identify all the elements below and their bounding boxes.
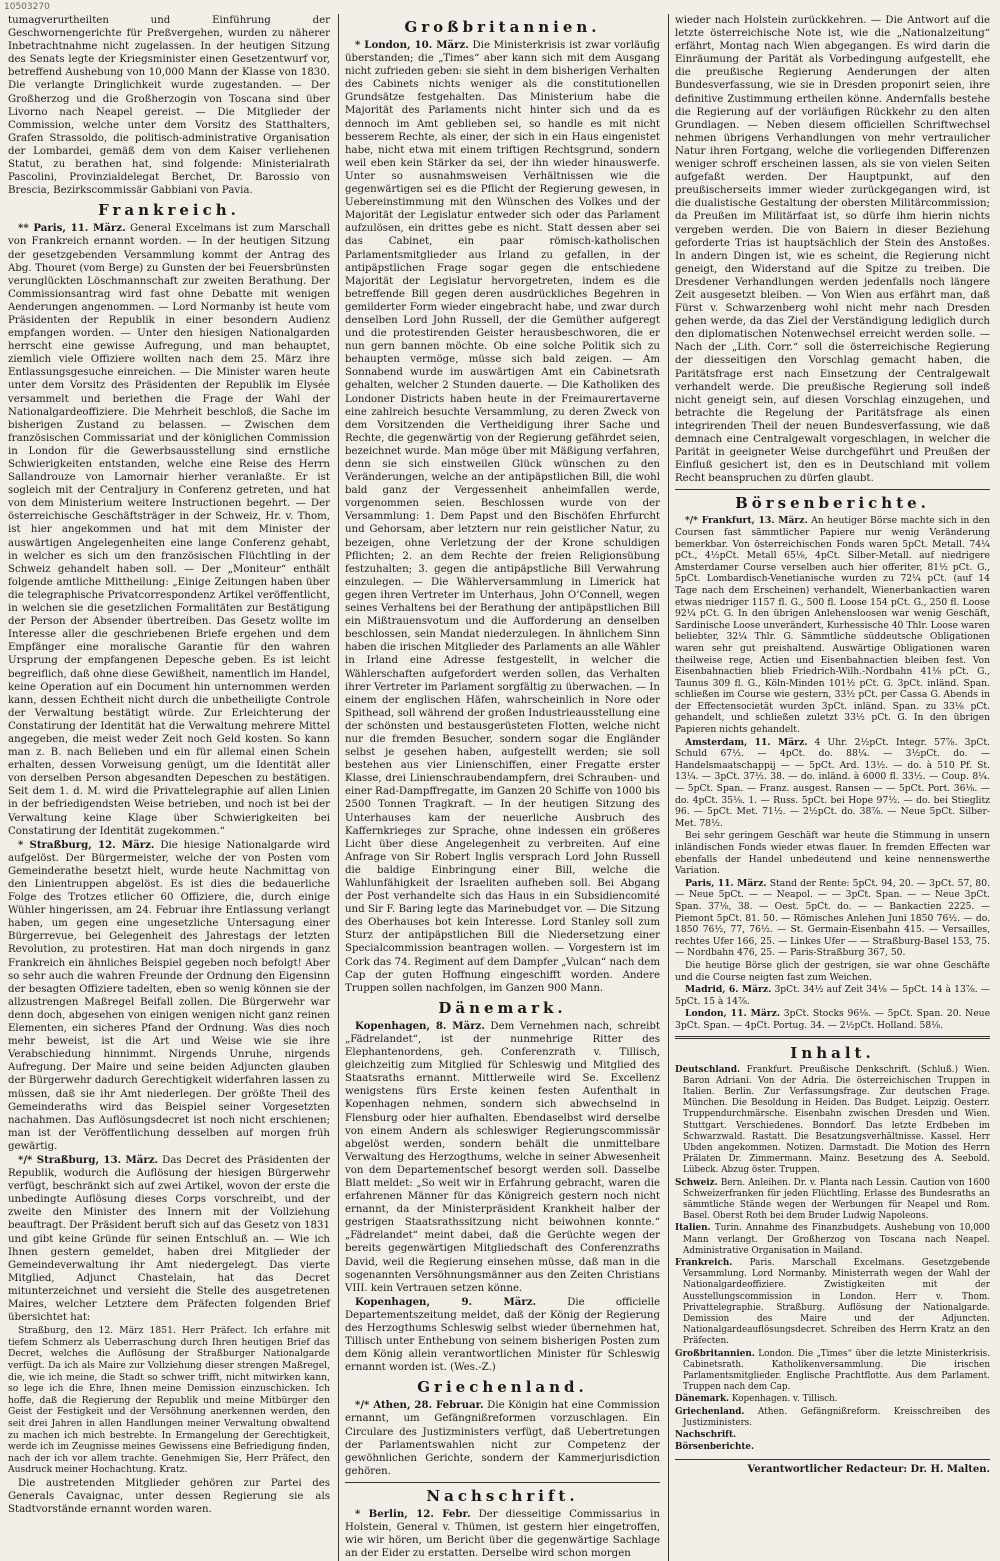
article-text: tumagverurtheilten und Einführung der Geschwornengerichte für Preßvergehen, wurden zu näherer Inbetrachtnahme nicht zugelassen. In der heutigen Sitzung des Senats legte der Kriegsminister einen Gesetzentwurf vor, betreffend Aushebung von 10,000 Mann der Klasse von 1830. Die verlangte Dringlichkeit wurde zugestanden. — Der Großherzog und die Großherzogin von Toscana sind über Livorno nach Neapel gereist. — Die Mitglieder der Commission, welche unter dem Vorsitz des Statthalters, Grafen Strassoldo, die politisch-administrative Organisation der Lombardei, gemäß dem von dem Kaiser verliehenen Statut, zu berathen hat, sind folgende: Ministerialrath Pascolini, Provinzialdelegat Berchet, Dr. Barossio von Brescia, Bezirkscommissär Gabbiani von Pavia. <box>8 15 330 197</box>
dateline: Kopenhagen, 9. März. <box>355 1295 537 1308</box>
editor-signature: Verantwortlicher Redacteur: Dr. H. Malten. <box>675 1459 990 1476</box>
article-paragraph <box>8 1154 330 1324</box>
toc-entry <box>675 1258 990 1348</box>
toc-text: Bern. Anleihen. Dr. v. Planta nach Lessin. Caution von 1600 Schweizerfranken für jeden Flüchtling. Erlasse des Bundesraths an sämmtliche Stände wegen der Werbungen für Neapel und Rom. Basel. Oberst Roth bei dem Bruder Ludwig Napoleons. <box>683 1177 991 1222</box>
market-report <box>675 984 990 1007</box>
market-report: Bei sehr geringem Geschäft war heute die Stimmung in unsern inländischen Fonds wieder etwas flauer. In fremden Effecten war ebenfalls der Handel unbedeutend und keine nennenswerthe Variation. <box>675 830 990 877</box>
article-text: Die hiesige Nationalgarde wird aufgelöst. Der Bürgermeister, welche der von Posten vom Gemeinderathe besetzt hielt, wurde heute Nachmittag von den Linientruppen abgelöst. Es ist dies die bedauerliche Folge des Trotzes etlicher 60 Offiziere, die, durch einige Wühler hingerissen, am 24. Februar ihre Entlassung verlangt haben, um gegen eine ungesetzliche Untersagung einer Bürgerrevue, bei Gelegenheit des Jahrestags der letzten Revolution, zu protestiren. Hat man doch nirgends in ganz Frankreich ein ähnliches Beispiel gegeben noch befolgt! Aber so sehr auch die wahren Freunde der Ordnung den Eigensinn der besagten Offiziere tadelten, eben so wenig können sie der allzustrengen Maßregel Beifall zollen. Die Bürgerwehr war denn doch, abgesehen von einigen wenigen nicht ganz reinen Elementen, ein sicheres Pfand der Ordnung. Was dies noch mehr beweist, ist die Art und Weise wie sie ihre Verabschiedung hinnimmt. Nirgends Unruhe, nirgends Aufregung. Der Maire und seine beiden Adjuncten glauben der Bürgerwehr dadurch Gerechtigkeit widerfahren lassen zu müssen, daß sie ihr Amt niederlegen. Der größte Theil des Gemeinderaths wird das Beispiel seiner Vorgesetzten nachahmen. Das Auflösungsdecret ist noch nicht erschienen; man ist der Veröffentlichung desselben auf morgen früh gewärtig. <box>8 839 330 1152</box>
toc-entry <box>675 1065 990 1177</box>
toc-entry <box>675 1349 990 1394</box>
toc-entry <box>675 1394 990 1405</box>
toc-text: Paris. Marschall Excelmans. Gesetzgebende Versammlung. Lord Normanby. Ministerrath wegen der Wahl der Nationalgardeoffiziere. Zwistigkeiten mit der Ausstellungscommission in London. Herr v. Thom. Privattelegraphie. Straßburg. Auflösung der Nationalgarde. Demission des Maire und der Adjuncten. Nationalgardeauflösungsdecret. Schreiben des Herrn Kratz an den Präfecten. <box>683 1257 991 1347</box>
toc-key: Italien. <box>675 1223 711 1234</box>
toc-text: London. Die „Times“ über die letzte Ministerkrisis. Cabinetsrath. Katholikenversammlung. Die irischen Parlamentsmitglieder. Englische Prachtflotte. Aus dem Parlament. Truppen nach dem Cap. <box>683 1348 990 1393</box>
article-text: Die Königin hat eine Commission ernannt, um Gefängnißreformen vorzuschlagen. Ein Circulare des Justizministers verfügt, daß Uebertretungen der Parlamentswahlen nicht zur Competenz der gewöhnlichen Gerichte, sondern der Kammerjurisdiction gehören. <box>345 1400 660 1477</box>
article-text: wieder nach Holstein zurückkehren. — Die Antwort auf die letzte österreichische Note ist, wie die „Nationalzeitung“ erfährt, Montag nach Wien abgegangen. Es wird darin die Einräumung der Parität als Vorbedingung aufgestellt, ehe die preußische Regierung Aenderungen der alten Bundesverfassung, wie sie in Dresden proponirt seien, ihre definitive Zustimmung ertheilen könne. Andernfalls bestehe die Regierung auf der vorläufigen Rückkehr zu den alten Grundlagen. — Neben diesem officiellen Schriftwechsel nehmen übrigens Verhandlungen von mehr vertraulicher Natur ihren Fortgang, welche die vorliegenden Differenzen weniger schroff erscheinen lassen, als sie von vielen Seiten aufgefaßt werden. Der Hauptpunkt, auf den preußischerseits immer wieder zurückgegangen wird, ist die dualistische Gestaltung der obersten Militärcommission; da Preußen im Militärfaat ist, so dürfe ihm hierin nichts vergeben werden. Die von Baiern in dieser Beziehung geforderte Trias ist hauptsächlich der Stein des Anstoßes. In andern Dingen ist, wie es scheint, die Regierung nicht geneigt, den Widerstand auf die Spitze zu treiben. Die Dresdener Verhandlungen werden jedenfalls noch längere Zeit ausgesetzt bleiben. — Von Wien aus erfährt man, daß Fürst v. Schwarzenberg wohl nicht mehr nach Dresden gehen werde, da das Ziel der Verständigung lediglich durch den diplomatischen Notenwechsel erreicht werden solle. — Nach der „Lith. Corr.“ soll die österreichische Regierung der diesseitigen den Vorschlag gemacht haben, die Paritätsfrage erst nach Einsetzung der Centralgewalt verhandelt werde. Die preußische Regierung soll indeß nicht geneigt sein, auf diesen Vorschlag einzugehen, und betrachte die Regelung der Paritätsfrage als einen integrirenden Theil der neuen Bundesverfassung, wie daß demnach eine Centralgewalt vorgeschlagen, in welcher die Parität in geeigneter Weise durchgeführt und Preußen der Einfluß gesichert ist, den es in Deutschland mit vollem Recht beanspruchen zu dürfen glaubt. <box>675 15 990 485</box>
dateline: Madrid, 6. März. <box>685 984 772 996</box>
article-paragraph: Die austretenden Mitglieder gehören zur Partei des Generals Cavaignac, unter dessen Regierung sie als Stadtvorstände ernannt worden waren. <box>8 1477 330 1516</box>
column-middle <box>338 14 660 1561</box>
toc-text: Frankfurt. Preußische Denkschrift. (Schluß.) Wien. Baron Adriani. Von der Adria. Die österreichischen Truppen in Italien. Berlin. Zur Verfassungsfrage. Zur deutschen Frage. München. Die Besoldung in Heiden. Das Budget. Leipzig. Oesterr. Truppendurchmärsche. Eisenbahn zwischen Dresden und Wien. Stuttgart. Verschiedenes. Bonndorf. Das letzte Erdbeben im Schwarzwald. Rastatt. Die Besatzungsverhältnisse. Kassel. Herr Ubden angekommen. Notizen. Darmstadt. Die Motion des Herrn Prälaten Dr. Zimmermann. Mainz. Besetzung des A. Seebold. Lübeck. Abzug öster. Truppen. <box>683 1064 990 1176</box>
article-paragraph <box>345 1020 660 1295</box>
article-paragraph <box>8 839 330 1153</box>
toc-text: Athen. Gefängnißreform. Kreisschreiben des Justizministers. <box>683 1406 990 1428</box>
dateline: */* Straßburg, 13. März. <box>18 1153 159 1166</box>
section-heading-nachschrift: Nachschrift. <box>426 1486 579 1505</box>
toc-text: Kopenhagen. v. Tillisch. <box>731 1394 838 1405</box>
dateline: */* Athen, 28. Februar. <box>355 1399 484 1412</box>
divider <box>345 1482 660 1483</box>
toc-text: Turin. Annahme des Finanzbudgets. Aushebung von 10,000 Mann verlangt. Der Großherzog von Toscana nach Neapel. Administrative Organisation in Mailand. <box>683 1223 990 1256</box>
market-report <box>675 878 990 959</box>
article-text: 3pCt. Stocks 96⅛. — 5pCt. Span. 20. Neue 3pCt. Span. — 4pCt. Portug. 34. — 2½pCt. Holland. 58⅛. <box>675 1008 991 1031</box>
article-paragraph <box>8 222 330 837</box>
document-id: 10503270 <box>4 2 50 12</box>
article-paragraph <box>345 1296 660 1375</box>
dateline: Paris, 11. März. <box>685 877 767 889</box>
toc-key: Nachschrift. <box>675 1430 737 1440</box>
article-text: Das Decret des Präsidenten der Republik, wodurch die Auflösung der hiesigen Bürgerwehr verfügt, beschränkt sich auf zwei Artikel, wovon der erste die unbedingte Auflösung dieses Corps vorschreibt, und der zweite den Minister des Innern mit der Vollziehung beauftragt. Der Präsident beruft sich auf das Gesetz von 1831 und gibt keine Gründe für seinen Entschluß an. — Wie ich Ihnen gestern gemeldet, haben drei Mitglieder der Gemeindeverwaltung ihr Amt niedergelegt. Das vierte Mitglied, Adjunct Chastelain, hat das Decret mitunterzeichnet und versieht die Stelle des ausgetretenen Maires, welcher Letztere dem Präfecten folgenden Brief übersichtet hat: <box>8 1154 330 1324</box>
market-report <box>675 1008 990 1031</box>
toc-key: Deutschland. <box>675 1064 741 1075</box>
toc-key: Börsenberichte. <box>675 1442 755 1453</box>
article-paragraph <box>345 1399 660 1478</box>
dateline: * Straßburg, 12. März. <box>18 838 155 851</box>
column-right <box>668 14 990 1561</box>
section-heading-boersenberichte: Börsenberichte. <box>735 494 930 513</box>
article-paragraph <box>345 39 660 995</box>
toc-key: Frankreich. <box>675 1257 733 1268</box>
quoted-letter: Straßburg, den 12. März 1851. Herr Präfect. Ich erfahre mit tiefem Schmerz als Ueberraschung durch Ihren heutigen Brief das Decret, welches die Auflösung der Straßburger Nationalgarde verfügt. Da ich als Maire zur Vollziehung dieser strengen Maßregel, die, wie ich meine, die Stadt so schwer trifft, nicht mitwirken kann, so lege ich die Ehre, Ihnen meine Demission einzuschicken. Ich hoffe, daß die Regierung der Republik und meine Mitbürger den Geist der Festigkeit und der Versöhnung anerkennen werden, den seit drei Jahren in allen Handlungen meiner Verwaltung obwaltend zu machen ich mich bestrebte. In Ermangelung der Gerechtigkeit, werde ich im Zeugnisse meines Gewissens eine Befriedigung finden, nach der ich vor allem trachte. Genehmigen Sie, Herr Präfect, den Ausdruck meiner Hochachtung. Kratz. <box>8 1325 330 1476</box>
toc-entry <box>675 1430 990 1441</box>
table-of-contents <box>675 1065 990 1454</box>
dateline: * Berlin, 12. Febr. <box>355 1507 471 1520</box>
article-text: 4 Uhr. 2½pCt. Integr. 57⅞. 3pCt. Schuld 67½. — 4pCt. do. 88¼. — 3½pCt. do. — Handelsmaatschappij — — 5pCt. Ard. 13½. — do. à 510 Pf. St. 13¼. — 3pCt. 37½. 38. — do. inländ. à 6000 fl. 33½. — Coup. 8¼. — 5pCt. Span. — Franz. ausgest. Ransen — — 5pCt. Port. 36⅛. — do. 4pCt. 35⅛. 1. — Russ. 5pCt. bei Hope 97½. — do. bei Stieglitz 96. — 5pCt. Met. 71½. — 2½pCt. do. 38⅞. — Neue 5pCt. Silber-Met. 78½. <box>675 736 990 829</box>
section-heading-daenemark: Dänemark. <box>438 998 567 1017</box>
toc-key: Schweiz. <box>675 1177 718 1188</box>
section-heading-frankreich: Frankreich. <box>98 201 240 220</box>
market-report <box>675 737 990 830</box>
divider <box>675 489 990 490</box>
article-text: Dem Vernehmen nach, schreibt „Fädrelandet“, ist der nunmehrige Ritter des Elephantenordens, geh. Conferenzrath v. Tillisch, gleichzeitig zum Mitglied für Schleswig und Mitglied des Staatsraths ernannt. Mittlerweile wird Se. Excellenz wenigstens fürs Erste keinen festen Aufenthalt in Kopenhagen nehmen, sondern sich abwechselnd in Flensburg oder hier aufhalten. Ebendaselbst wird derselbe von einem Andern als schleswiger Regierungscommissär abgelöst werden, sondern behält die unmittelbare Verwaltung des Herzogthums, welche in seiner Abwesenheit von dem Departementschef besorgt werden soll. Dasselbe Blatt meldet: „So weit wir in Erfahrung gebracht, waren die erfahrenen Männer für das Königreich gestern noch nicht ernannt, da der Ministerpräsident Krankheit halber der gestrigen Staatsrathssitzung nicht beiwohnen konnte.“ „Fädrelandet“ meint dabei, daß die Gerüchte wegen der bereits gegenwärtigen Mitgliedschaft des Conferenzraths David, weil die Regierung einsehen müsse, daß man in die sogenannten Versöhnungsmänner aus den Zeiten Christians VIII. kein Vertrauen setzen könne. <box>345 1020 660 1294</box>
divider <box>675 1036 990 1039</box>
dateline: * London, 10. März. <box>355 39 469 51</box>
article-text: Die Ministerkrisis ist zwar vorläufig überstanden; die „Times“ aber kann sich mit dem Ausgang nicht zufrieden geben: sie sieht in dem bisherigen Verhalten des Cabinets nichts weniger als die constitutionellen Grundsätze festgehalten. Das Ministerium habe die Majorität des Parlaments nicht hinter sich und da es dennoch im Amt geblieben sei, so handle es mit nicht besserem Rechte, als einer, der sich in ein Haus eingenistet habe, nicht etwa mit einem triftigen Rechtsgrund, sondern weil eben kein Stärker da sei, der ihn wieder hinauswerfe. Unter so ausnahmsweisen Verhältnissen wie die gegenwärtigen sei es die Pflicht der Regierung gewesen, in Uebereinstimmung mit den Wünschen des Volkes und der Majorität der Legislatur entweder sich oder das Parlament aufzulösen, ein drittes gebe es nicht. Statt dessen aber sei das Cabinet, ein paar römisch-katholischen Parlamentsmitglieder aus Irland zu gefallen, in der antipäpstlichen Frage sogar gegen die entschiedene Majorität der Legislatur hervorgetreten, indem es die betreffende Bill gegen deren ausdrückliches Begehren in gemilderter Form wieder eingebracht habe, und zwar durch denselben Lord John Russell, der die Gemüther aufgeregt und die protestirenden Geister herausbeschworen, die er nun gern bannen möchte. Ob eine solche Politik sich zu behaupten vermöge, müsse sich bald zeigen. — Am Sonnabend wurde im auswärtigen Amt ein Cabinetsrath gehalten, welcher 2 Stunden dauerte. — Die Katholiken des Londoner Districts haben heute in der Freimaurertaverne eine zahlreich besuchte Versammlung, zu deren Zweck von dem Vorsitzenden die Vertheidigung ihrer Sache und Rechte, die gegenwärtig von der Regierung gefährdet seien, bezeichnet wurde. Man möge über mit Mäßigung verfahren, denn sie sich einstweilen Glück wünschen zu den Veränderungen, welche an der antipäpstlichen Bill, die wohl bald ganz der Vergessenheit anheimfallen werde, vorgenommen seien. Beschlossen wurde von der Versammlung: 1. Dem Papst und den Bischöfen Ehrfurcht und Gehorsam, aber letztern nur rein geistlicher Natur, zu bezeigen, ohne Verletzung der der Krone schuldigen Pflichten; 2. an dem Rechte der freien Religionsübung festzuhalten; 3. gegen die antipäpstliche Bill Verwahrung einzulegen. — Die Wählerversammlung in Limerick hat gegen ihren Vertreter im Unterhaus, John O’Connell, wegen seines Verhaltens bei der Berathung der antipäpstlichen Bill ein Mißtrauensvotum und die Aufforderung an denselben beschlossen, sein Mandat niederzulegen. In ähnlichem Sinn haben die irischen Mitglieder des Parlaments an alle Wähler in Irland eine Adresse festgestellt, in welcher die Wählerschaften aufgefordert werden sollen, das Verhalten ihrer Vertreter im Parlament sorgfältig zu überwachen. — In einem der englischen Häfen, wahrscheinlich in Nore oder Spithead, soll während der großen Industrieausstellung eine der schönsten und bestausgerüsteten Flotten, welche nicht nur die fremden Besucher, sondern sogar die Engländer selbst je gesehen haben, aufgestellt werden; sie soll bestehen aus vier Linienschiffen, einer Fregatte erster Klasse, drei Linienschraubendampfern, drei Schrauben- und einer Rad-Dampffregatte, im Ganzen 20 Schiffe von 1000 bis 2500 Tonnen Tragkraft. — In der heutigen Sitzung des Unterhauses kam der neuerliche Ausbruch des Kaffernkrieges zur Sprache, ohne indessen ein größeres Licht über diese Angelegenheit zu verbreiten. Auf eine Anfrage von Sir Robert Inglis versprach Lord John Russell die baldige Einbringung einer Bill, welche die Wahlunfähigkeit der Israeliten aufheben soll. Bei Abgang der Post verhandelte sich das Haus in ein Subsidiencomité und Sir F. Baring legte das Marinebudget vor. — Die Sitzung des Oberhauses bot kein Interesse. Lord Stanley soll zum Sturz der antipäpstlichen Bill die Niedersetzung einer Specialcommission beantragen wollen. — Vorgestern ist im Cork das 74. Regiment auf dem Dampfer „Vulcan“ nach dem Cap der guten Hoffnung eingeschifft worden. Andere Truppen sollen nachfolgen, im Ganzen 900 Mann. <box>345 40 660 994</box>
section-heading-griechenland: Griechenland. <box>417 1378 588 1397</box>
article-text: An heutiger Börse machte sich in den Coursen fast sämmtlicher Papiere nur wenig Veränderung bemerkbar. Von österreichischen Fonds waren 5pCt. Metall. 74¼ pCt., 4½pCt. Metall 65⅛, 4pCt. Silber-Metall. auf niedrigere Amsterdamer Course verselben auch hier offeriter, 81½ pCt. G., 5pCt. Lombardisch-Venetianische wurden zu 72¼ pCt. (auf 14 Tage nach dem Erscheinen) verhandelt, Wienerbankactien waren etwas niedriger 1157 fl. G., 500 fl. Loose 154 pCt. G., 250 fl. Loose 92¼ pCt. G. In den übrigen Anlehensloosen war wenig Geschäft, Sardinische Loose unverändert, Kurhessische 40 Thlr. Loose waren beliebter, 32¼ Thlr. G. Sämmtliche süddeutsche Obligationen waren sehr gut preishaltend. Auswärtige Obligationen waren theilweise rege, Actien und Eisenbahnactien bleiben fest. Von Eisenbahnactien blieb Friedrich-Wilh.-Nordbahn 41⅛ pCt. G., Taunus 309 fl. G., Köln-Minden 101½ pCt. G. 3pCt. inländ. Span. schließen im Course wie gestern, 33½ pCt. per Cassa G. Abends in der Effectensocietät wurden 3pCt. inländ. Span. zu 33⅛ pCt. gehandelt, und schließen zuletzt 33½ pCt. G. In den übrigen Papieren nichts gehandelt. <box>675 515 991 736</box>
market-report <box>675 515 990 735</box>
toc-entry <box>675 1223 990 1257</box>
article-text: 3pCt. 34½ auf Zeit 34⅛ — 5pCt. 14 à 13⅞. — 5pCt. 15 à 14⅞. <box>675 984 990 1007</box>
newspaper-page <box>8 14 991 1560</box>
article-text: Der diesseitige Commissarius in Holstein, General v. Thümen, ist gestern hier eingetroffen, wie wir hören, um Bericht über die gegenwärtige Sachlage an der Eider zu erstatten. Derselbe wird schon morgen <box>345 1508 660 1560</box>
toc-key: Dänemark. <box>675 1394 730 1405</box>
toc-key: Griechenland. <box>675 1406 745 1417</box>
column-left <box>8 14 330 1561</box>
dateline: ** Paris, 11. März. <box>18 222 126 235</box>
toc-entry <box>675 1407 990 1429</box>
article-text: Die officielle Departementszeitung meldet, daß der König der Regierung des Herzogthums Schleswig selbst wieder übernehmen hat, Tillisch unter Enthebung von seinem bisherigen Posten zum dem König allein verantwortlichen Minister für Schleswig ernannt worden ist. (Wes.-Z.) <box>345 1296 660 1374</box>
toc-key: Großbritannien. <box>675 1348 755 1359</box>
dateline: Amsterdam, 11. März. <box>685 736 808 748</box>
dateline: */* Frankfurt, 13. März. <box>685 515 808 527</box>
toc-entry <box>675 1178 990 1223</box>
article-text: General Excelmans ist zum Marschall von Frankreich ernannt worden. — In der heutigen Sitzung der gesetzgebenden Versammlung kommt der Antrag des Abg. Thouret (vom Berge) zu Gunsten der bei Feuersbrünsten verunglückten Löschmannschaft zur zweiten Berathung. Der Commissionsantrag wird fast ohne Debatte mit wenigen Aenderungen angenommen. — Lord Normanby ist heute vom Präsidenten der Republik in einer besondern Audienz empfangen worden. — Unter den hiesigen Nationalgarden herrscht eine gewisse Aufregung, und man behauptet, ziemlich viele Offiziere wollten nach dem 25. März ihre Entlassungsgesuche einreichen. — Die Minister waren heute unter dem Vorsitz des Präsidenten der Republik im Elysée versammelt und beriethen die Frage der Wahl der Nationalgardeoffiziere. Die Mehrheit beschloß, die Sache im bisherigen Zustand zu belassen. — Zwischen dem französischen Commissariat und der königlichen Commission in London für die Gewerbsausstellung sind ernstliche Schwierigkeiten entstanden, welche eine Reise des Herrn Sallandrouze von Lamornair hierher veranlaßte. Er ist sogleich mit der Centraljury in Conferenz getreten, und hat von dem Ministerium weitere Instructionen begehrt. — Der österreichische Geschäftsträger in der Schweiz, Hr. v. Thom, ist hier angekommen und hat mit dem Minister der auswärtigen Angelegenheiten eine lange Conferenz gehabt, in welcher es sich um den französischen Flüchtling in der Schweiz gehandelt haben soll. — Der „Moniteur“ enthält folgende amtliche Mittheilung: „Einige Zeitungen haben über die telegraphische Privatcorrespondenz Artikel veröffentlicht, in welchen sie die gesetzlichen Formalitäten zur Bestätigung der Person der Absender übertreiben. Das Gesetz wollte im Interesse aller die geschriebenen Briefe ergehen und dem Empfänger eine moralische Garantie für den wahren Ursprung der empfangenen Depesche geben. Es ist leicht begreiflich, daß ohne diese Gewißheit, namentlich im Handel, keine Operation auf ein Document hin unternommen werden kann, dessen Echtheit nicht durch die unbetheiligte Controle der Verwaltung bestätigt würde. Zur Erleichterung der Constatirung der Identität hat die Verwaltung mehrere Mittel angegeben, die meist weder Zeit noch Geld kosten. So kann man z. B. nach Belieben und ein für allemal einen Schein erhalten, dessen Vorweisung genügt, um die Identität aller von derselben Person abgesandten Depeschen zu bestätigen. Seit dem 1. d. M. wird die Privattelegraphie auf allen Linien in der befriedigendsten Weise betrieben, und noch ist bei der Verwaltung keine Klage über Schwierigkeiten bei Constatirung der Identität zugekommen.“ <box>8 223 330 837</box>
section-heading-grossbritannien: Großbritannien. <box>404 18 601 36</box>
article-text: Stand der Rente: 5pCt. 94, 20. — 3pCt. 57, 80. — Neue 5pCt. — — Neapol. — — 3pCt. Span. — — Neue 3pCt. Span. 37⅛, 38. — Oest. 5pCt. do. — — Bankactien 2225. — Piemont 5pCt. 81. 50. — Römisches Anlehen Juni 1850 76½. — do. 1850 76½, 77, 76½. — St. Germain-Eisenbahn 415. — Versailles, rechtes Ufer 166, 25. — Linkes Ufer — — Straßburg-Basel 153, 75. — Nordbahn 476, 25. — Paris-Straßburg 367, 50. <box>675 877 991 959</box>
market-report: Die heutige Börse glich der gestrigen, sie war ohne Geschäfte und die Course neigten fast zum Weichen. <box>675 959 990 983</box>
dateline: London, 11. März. <box>685 1008 781 1020</box>
section-heading-inhalt: Inhalt. <box>790 1043 875 1062</box>
article-paragraph <box>345 1508 660 1560</box>
dateline: Kopenhagen, 8. März. <box>355 1019 485 1032</box>
toc-entry <box>675 1442 990 1453</box>
